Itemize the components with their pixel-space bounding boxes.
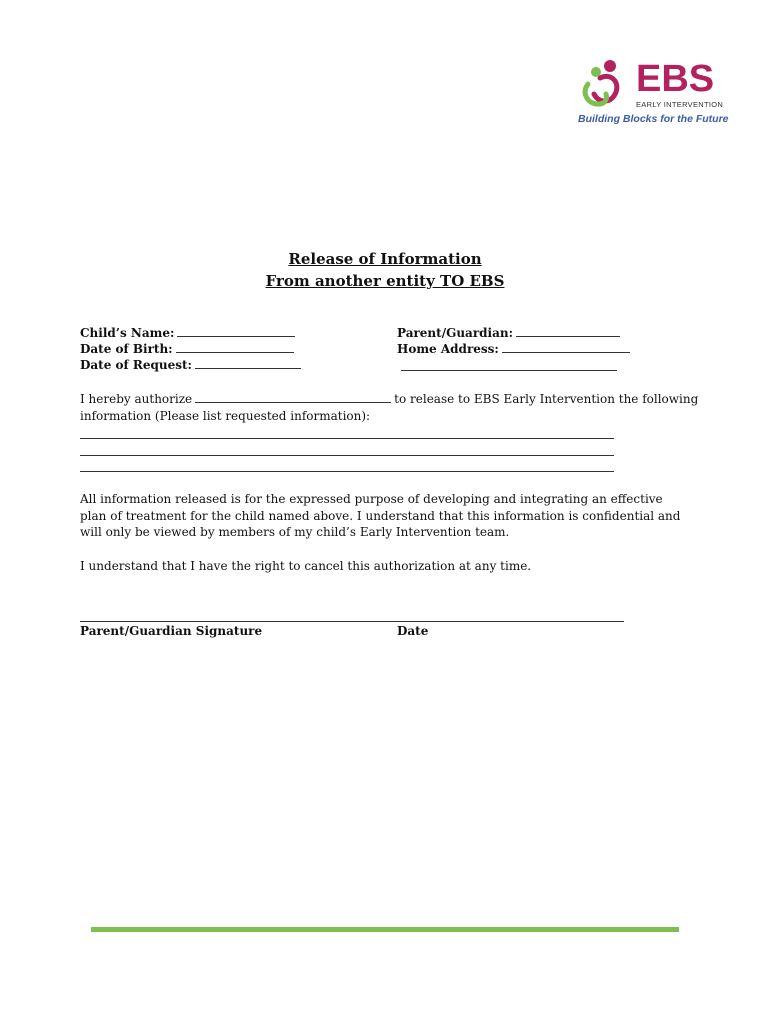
logo-wordmark: EBS xyxy=(636,58,715,100)
footer-divider xyxy=(91,927,679,932)
logo-subtitle: EARLY INTERVENTION xyxy=(636,100,724,109)
home-address-line-2[interactable] xyxy=(401,370,617,371)
home-address-input[interactable] xyxy=(502,342,630,353)
signature-line[interactable] xyxy=(80,621,624,622)
date-request-input[interactable] xyxy=(195,358,301,369)
title-line-1: Release of Information xyxy=(288,250,482,268)
authorize-prefix: I hereby authorize xyxy=(80,392,193,406)
child-name-field xyxy=(80,325,295,341)
dob-input[interactable] xyxy=(176,342,294,353)
date-request-label: Date of Request: xyxy=(80,358,192,372)
home-address-field xyxy=(397,341,630,357)
cancel-paragraph: I understand that I have the right to cancel this authorization at any time. xyxy=(80,559,532,573)
signature-label: Parent/Guardian Signature xyxy=(80,624,263,638)
purpose-paragraph: All information released is for the expressed purpose of developing and integrating an effective plan of treatment for the child named above. I understand that this information is confidential and will only be viewed by members of my child’s Early Intervention team. xyxy=(80,492,681,539)
dob-field xyxy=(80,341,294,357)
parent-guardian-input[interactable] xyxy=(516,326,620,337)
requested-info-line-2[interactable] xyxy=(80,455,614,456)
home-address-label: Home Address: xyxy=(397,342,499,356)
date-request-field xyxy=(80,357,301,373)
requested-info-line-1[interactable] xyxy=(80,438,614,439)
authorize-suffix: to release to EBS Early Intervention the following information (Please list requested information): xyxy=(80,392,699,423)
authorize-paragraph xyxy=(80,391,700,424)
logo-tagline: Building Blocks for the Future xyxy=(578,113,729,125)
document-title xyxy=(0,248,770,292)
child-name-label: Child’s Name: xyxy=(80,326,175,340)
ebs-logo xyxy=(578,58,729,130)
title-line-2: From another entity TO EBS xyxy=(265,272,505,290)
parent-guardian-field xyxy=(397,325,620,341)
requested-info-line-3[interactable] xyxy=(80,471,614,472)
dob-label: Date of Birth: xyxy=(80,342,173,356)
people-hug-icon xyxy=(578,58,638,114)
parent-guardian-label: Parent/Guardian: xyxy=(397,326,514,340)
child-name-input[interactable] xyxy=(177,326,295,337)
authorized-entity-input[interactable] xyxy=(195,392,391,403)
date-label: Date xyxy=(397,624,429,638)
